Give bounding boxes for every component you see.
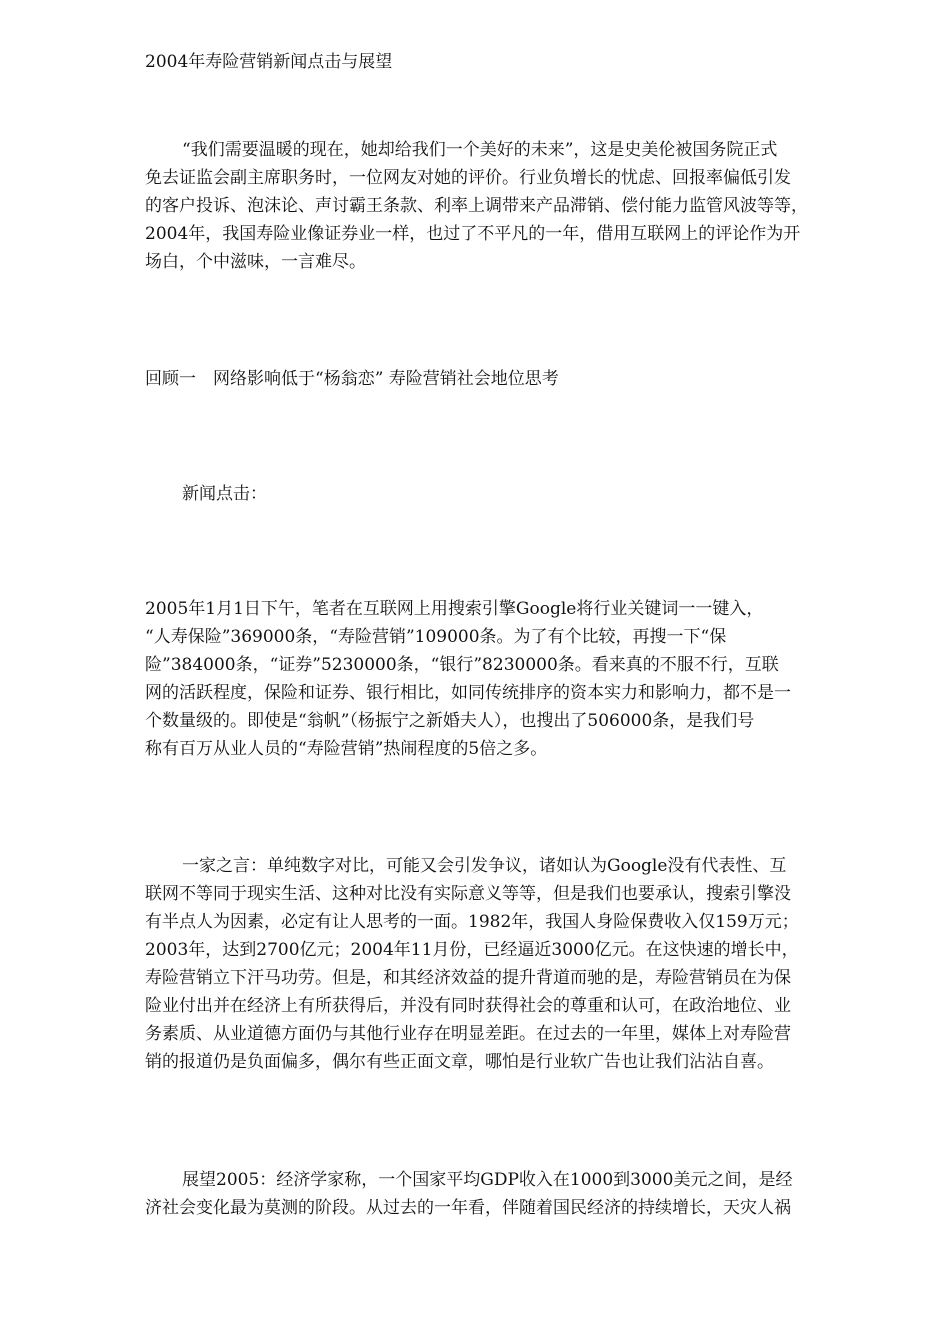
intro-paragraph-line: 免去证监会副主席职务时，一位网友对她的评价。行业负增长的忧虑、回报率偏低引发 [145, 168, 791, 188]
opinion-paragraph-line: 2003年，达到2700亿元；2004年11月份，已经逼近3000亿元。在这快速的增长中， [145, 940, 799, 960]
opinion-paragraph-line: 寿险营销立下汗马功劳。但是，和其经济效益的提升背道而驰的是，寿险营销员在为保 [145, 968, 791, 988]
intro-paragraph-line: 2004年，我国寿险业像证券业一样，也过了不平凡的一年，借用互联网上的评论作为开 [145, 224, 801, 244]
outlook-paragraph-line: 济社会变化最为莫测的阶段。从过去的一年看，伴随着国民经济的持续增长，天灾人祸 [145, 1198, 791, 1218]
opinion-paragraph-line: 有半点人为因素，必定有让人思考的一面。1982年，我国人身险保费收入仅159万元； [145, 912, 799, 932]
section-heading: 回顾一 网络影响低于“杨翁恋” 寿险营销社会地位思考 [145, 369, 559, 389]
news-paragraph-line: 个数量级的。即使是“翁帆”（杨振宁之新婚夫人），也搜出了506000条，是我们号 [145, 711, 755, 731]
intro-paragraph-line: 场白，个中滋味，一言难尽。 [145, 252, 366, 272]
intro-paragraph-line: 的客户投诉、泡沫论、声讨霸王条款、利率上调带来产品滞销、偿付能力监管风波等等， [145, 196, 808, 216]
opinion-paragraph-line: 险业付出并在经济上有所获得后，并没有同时获得社会的尊重和认可，在政治地位、业 [145, 996, 791, 1016]
news-paragraph-line: 险”384000条，“证券”5230000条，“银行”8230000条。看来真的不服不行，互联 [145, 655, 779, 675]
news-paragraph-line: 2005年1月1日下午，笔者在互联网上用搜索引擎Google将行业关键词一一键入， [145, 599, 764, 619]
intro-paragraph-line: “我们需要温暖的现在，她却给我们一个美好的未来”，这是史美伦被国务院正式 [182, 140, 778, 160]
opinion-paragraph-line: 联网不等同于现实生活、这种对比没有实际意义等等，但是我们也要承认，搜索引擎没 [145, 884, 791, 904]
news-paragraph-line: 网的活跃程度，保险和证券、银行相比，如同传统排序的资本实力和影响力，都不是一 [145, 683, 791, 703]
document-title: 2004年寿险营销新闻点击与展望 [145, 52, 393, 72]
opinion-paragraph-line: 务素质、从业道德方面仍与其他行业存在明显差距。在过去的一年里，媒体上对寿险营 [145, 1024, 791, 1044]
news-paragraph-line: 称有百万从业人员的“寿险营销”热闹程度的5倍之多。 [145, 739, 548, 759]
opinion-paragraph-line: 一家之言：单纯数字对比，可能又会引发争议，诸如认为Google没有代表性、互 [182, 856, 787, 876]
news-label: 新闻点击： [182, 484, 267, 504]
outlook-paragraph-line: 展望2005：经济学家称，一个国家平均GDP收入在1000到3000美元之间，是经 [182, 1170, 793, 1190]
news-paragraph-line: “人寿保险”369000条，“寿险营销”109000条。为了有个比较，再搜一下“保 [145, 627, 727, 647]
opinion-paragraph-line: 销的报道仍是负面偏多，偶尔有些正面文章，哪怕是行业软广告也让我们沾沾自喜。 [145, 1052, 774, 1072]
